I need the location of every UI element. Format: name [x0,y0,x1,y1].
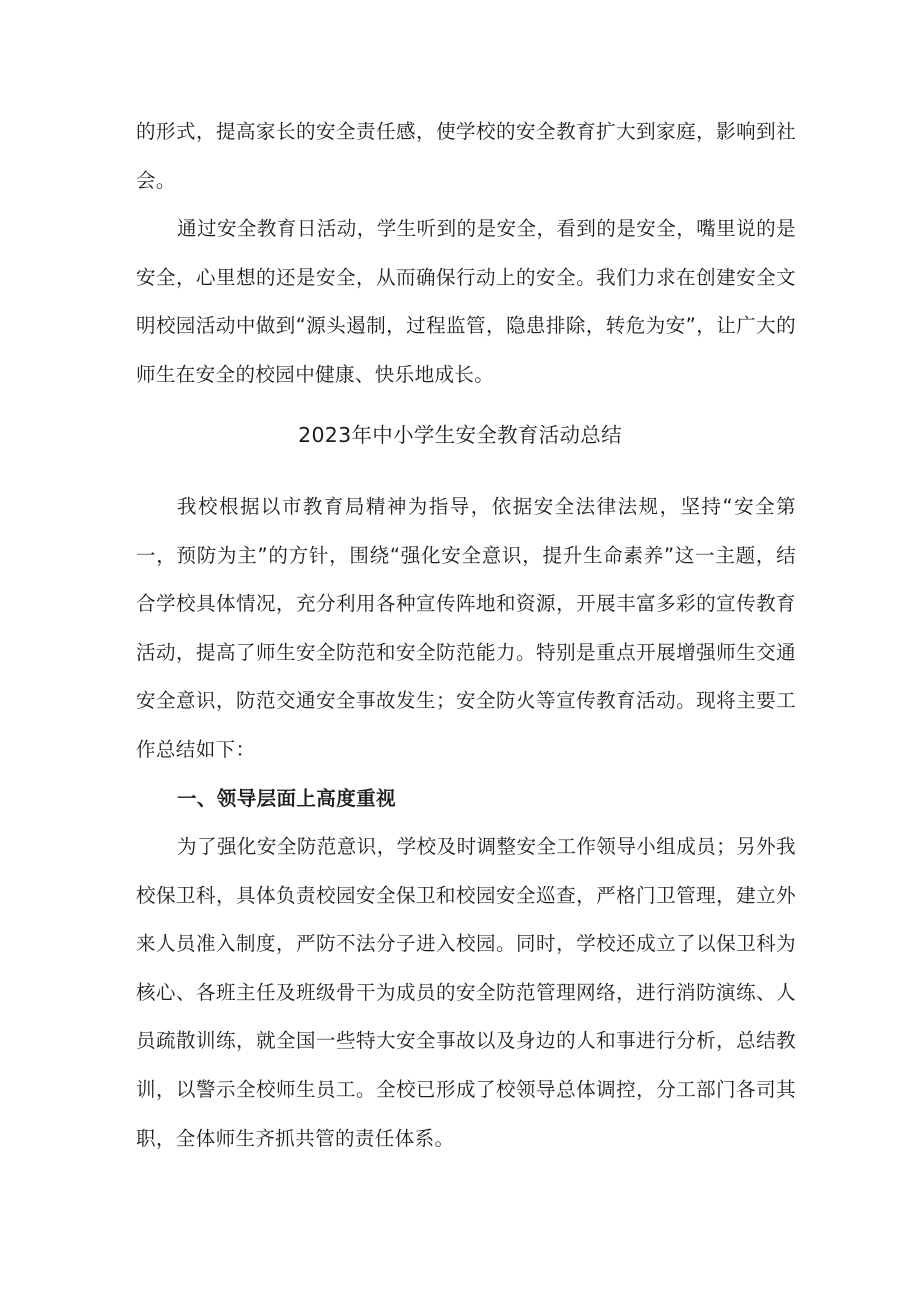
paragraph-continuation: 的形式，提高家长的安全责任感，使学校的安全教育扩大到家庭，影响到社会。 [136,120,796,192]
document-title: 2023年中小学生安全教育活动总结 [298,423,622,447]
paragraph-safety-day: 通过安全教育日活动，学生听到的是安全，看到的是安全，嘴里说的是安全，心里想的还是安全，从而确保行动上的安全。我们力求在创建安全文明校园活动中做到“源头遏制，过程监管，隐患排除，转危为安”，让广大的师生在安全的校园中健康、快乐地成长。 [136,217,796,386]
section-heading-leadership: 一、领导层面上高度重视 [177,787,396,810]
paragraph-leadership-body: 为了强化安全防范意识，学校及时调整安全工作领导小组成员；另外我校保卫科，具体负责校园安全保卫和校园安全巡查，严格门卫管理，建立外来人员准入制度，严防不法分子进入校园。同时，学校还成立了以保卫科为核心、各班主任及班级骨干为成员的安全防范管理网络，进行消防演练、人员疏散训练，就全国一些特大安全事故以及身边的人和事进行分析，总结教训，以警示全校师生员工。全校已形成了校领导总体调控，分工部门各司其职，全体师生齐抓共管的责任体系。 [136,835,796,1150]
paragraph-intro: 我校根据以市教育局精神为指导，依据安全法律法规，坚持“安全第一，预防为主”的方针，围绕“强化安全意识，提升生命素养”这一主题，结合学校具体情况，充分利用各种宣传阵地和资源，开展丰富多彩的宣传教育活动，提高了师生安全防范和安全防范能力。特别是重点开展增强师生交通安全意识，防范交通安全事故发生；安全防火等宣传教育活动。现将主要工作总结如下： [136,495,796,761]
